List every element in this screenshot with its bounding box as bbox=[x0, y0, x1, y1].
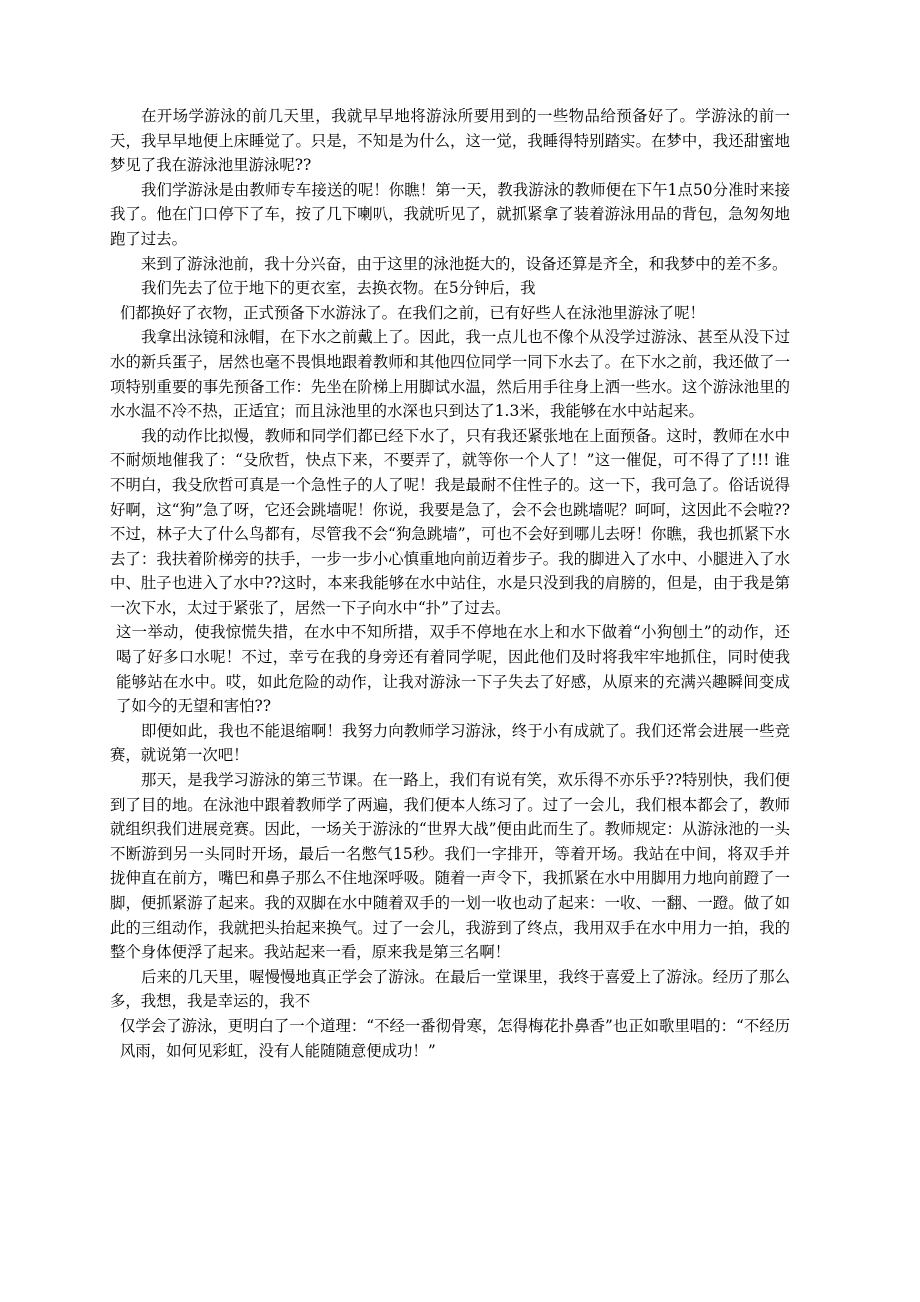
paragraph-12: 仅学会了游泳，更明白了一个道理：“不经一番彻骨寒，怎得梅花扑鼻香”也正如歌里唱的：“不经历风雨，如何见彩虹，没有人能随随意便成功！” bbox=[120, 1016, 791, 1060]
paragraph-6: 我拿出泳镜和泳帽，在下水之前戴上了。因此，我一点儿也不像个从没学过游泳、甚至从没下过水的新兵蛋子，居然也毫不畏惧地跟着教师和其他四位同学一同下水去了。在下水之前，我还做了一项特别重要的事先预备工作：先坐在阶梯上用脚试水温，然后用手往身上洒一些水。这个游泳池里的水水温不冷不热，正适宜；而且泳池里的水深也只到达了1.3米，我能够在水中站起来。 bbox=[110, 328, 790, 421]
paragraph-5: 们都换好了衣物，正式预备下水游泳了。在我们之前，已有好些人在泳池里游泳了呢！ bbox=[120, 303, 705, 322]
paragraph-2: 我们学游泳是由教师专车接送的呢！你瞧！第一天，教我游泳的教师便在下午1点50分准时来接我了。他在门口停下了车，按了几下喇叭，我就听见了，就抓紧拿了装着游泳用品的背包，急匆匆地跑了过去。 bbox=[110, 180, 790, 248]
paragraph-4: 我们先去了位于地下的更衣室，去换衣物。在5分钟后，我 bbox=[141, 279, 536, 298]
document-body bbox=[110, 104, 790, 1063]
paragraph-3: 来到了游泳池前，我十分兴奋，由于这里的泳池挺大的，设备还算是齐全，和我梦中的差不多。 bbox=[141, 254, 788, 273]
paragraph-1: 在开场学游泳的前几天里，我就早早地将游泳所要用到的一些物品给预备好了。学游泳的前一天，我早早地便上床睡觉了。只是，不知是为什么，这一觉，我睡得特别踏实。在梦中，我还甜蜜地梦见了我在游泳池里游泳呢?? bbox=[110, 107, 790, 175]
paragraph-8: 这一举动，使我惊慌失措，在水中不知所措，双手不停地在水上和水下做着“小狗刨土”的动作，还喝了好多口水呢！不过，幸亏在我的身旁还有着同学呢，因此他们及时将我牢牢地抓住，同时使我能够站在水中。哎，如此危险的动作，让我对游泳一下子失去了好感，从原来的充满兴趣瞬间变成了如今的无望和害怕?? bbox=[116, 623, 790, 716]
paragraph-10: 那天，是我学习游泳的第三节课。在一路上，我们有说有笑，欢乐得不亦乐乎??特别快，我们便到了目的地。在泳池中跟着教师学了两遍，我们便本人练习了。过了一会儿，我们根本都会了，教师就组织我们进展竞赛。因此，一场关于游泳的“世界大战”便由此而生了。教师规定：从游泳池的一头不断游到另一头同时开场，最后一名憋气15秒。我们一字排开，等着开场。我站在中间，将双手并拢伸直在前方，嘴巴和鼻子那么不住地深呼吸。随着一声令下，我抓紧在水中用脚用力地向前蹬了一脚，便抓紧游了起来。我的双脚在水中随着双手的一划一收也动了起来：一收、一翻、一蹬。做了如此的三组动作，我就把头抬起来换气。过了一会儿，我游到了终点，我用双手在水中用力一拍，我的整个身体便浮了起来。我站起来一看，原来我是第三名啊！ bbox=[110, 771, 790, 962]
paragraph-9: 即便如此，我也不能退缩啊！我努力向教师学习游泳，终于小有成就了。我们还常会进展一些竞赛，就说第一次吧！ bbox=[110, 721, 790, 765]
paragraph-7: 我的动作比拟慢，教师和同学们都已经下水了，只有我还紧张地在上面预备。这时，教师在水中不耐烦地催我了：“殳欣哲，快点下来，不要弄了，就等你一个人了！”这一催促，可不得了了!!! 谁不明白，我殳欣哲可真是一个急性子的人了呢！我是最耐不住性子的。这一下，我可急了。俗话说得好啊，这“狗”急了呀，它还会跳墙呢！你说，我要是急了，会不会也跳墙呢？呵呵，这因此不会啦??不过，林子大了什么鸟都有，尽管我不会“狗急跳墙”，可也不会好到哪儿去呀！你瞧，我也抓紧下水去了：我扶着阶梯旁的扶手，一步一步小心慎重地向前迈着步子。我的脚进入了水中、小腿进入了水中、肚子也进入了水中??这时，本来我能够在水中站住，水是只没到我的肩膀的，但是，由于我是第一次下水，太过于紧张了，居然一下子向水中“扑”了过去。 bbox=[110, 426, 790, 617]
paragraph-11: 后来的几天里，喔慢慢地真正学会了游泳。在最后一堂课里，我终于喜爱上了游泳。经历了那么多，我想，我是幸运的，我不 bbox=[110, 967, 790, 1011]
